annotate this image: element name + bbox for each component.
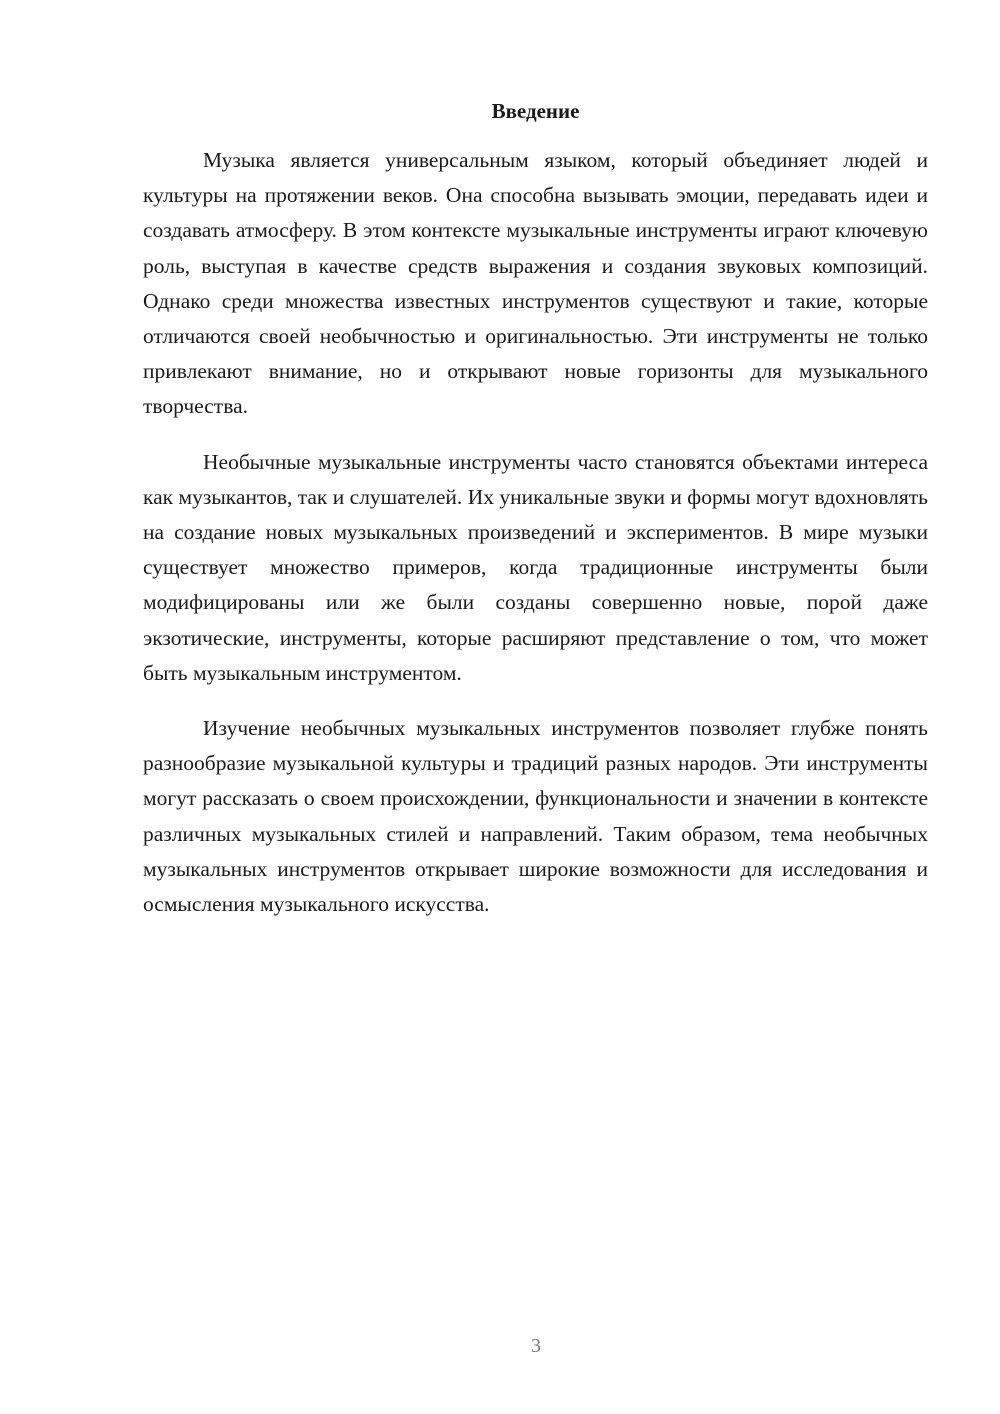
paragraph-2: Необычные музыкальные инструменты часто становятся объектами интереса как музыкантов, так и слушателей. Их уникальные звуки и формы могут вдохновлять на создание новых музыкальных произведений и экспериментов. В мире музыки существует множество примеров, когда традиционные инструменты были модифицированы или же были созданы совершенно новые, порой даже экзотические, инструменты, которые расширяют представление о том, что может быть музыкальным инструментом.: [143, 449, 928, 685]
paragraph-3: Изучение необычных музыкальных инструментов позволяет глубже понять разнообразие музыкальной культуры и традиций разных народов. Эти инструменты могут рассказать о своем происхождении, функциональности и значении в контексте различных музыкальных стилей и направлений. Таким образом, тема необычных музыкальных инструментов открывает широкие возможности для исследования и осмысления музыкального искусства.: [143, 716, 928, 917]
section-heading: Введение: [491, 99, 580, 123]
page-content: [143, 96, 928, 922]
page-number: 3: [531, 1335, 541, 1357]
paragraph-1: Музыка является универсальным языком, который объединяет людей и культуры на протяжении веков. Она способна вызывать эмоции, передавать идеи и создавать атмосферу. В этом контексте музыкальные инструменты играют ключевую роль, выступая в качестве средств выражения и создания звуковых композиций. Однако среди множества известных инструментов существуют и такие, которые отличаются своей необычностью и оригинальностью. Эти инструменты не только привлекают внимание, но и открывают новые горизонты для музыкального творчества.: [143, 148, 928, 419]
